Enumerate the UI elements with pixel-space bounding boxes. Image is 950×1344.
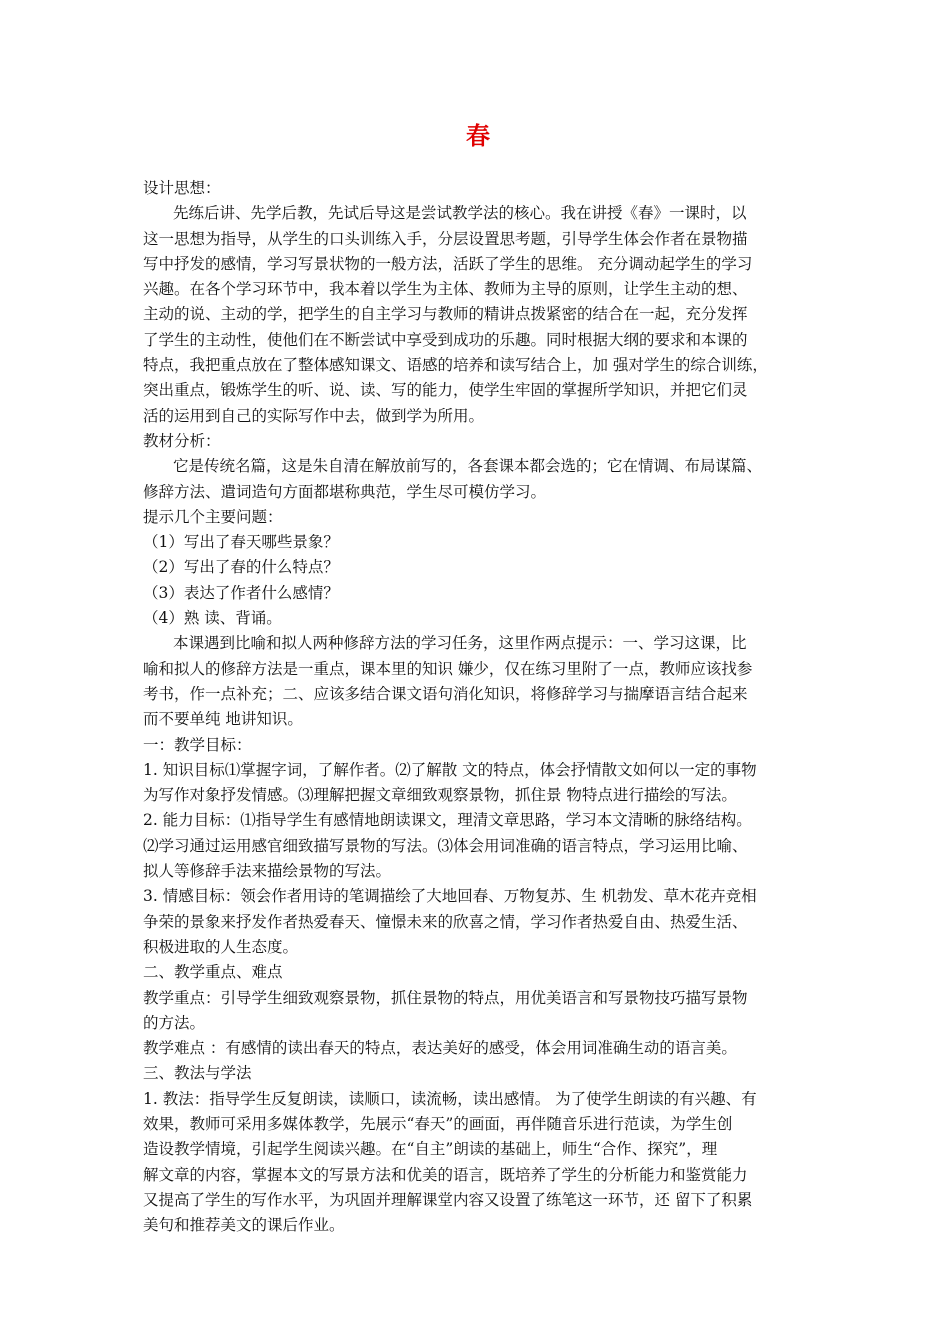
text-line: （4）熟 读、背诵。	[143, 609, 282, 628]
text-line: 2. 能力目标：⑴指导学生有感情地朗读课文，理清文章思路，学习本文清晰的脉络结构。	[143, 811, 752, 830]
text-line: 造设教学情境，引起学生阅读兴趣。在“自主”朗读的基础上，师生“合作、探究”，理	[143, 1140, 718, 1159]
text-line: 特点，我把重点放在了整体感知课文、语感的培养和读写结合上，加 强对学生的综合训练，	[143, 356, 768, 375]
text-line: 先练后讲、先学后教，先试后导这是尝试教学法的核心。我在讲授《春》一课时，以	[173, 204, 747, 223]
section-heading: 提示几个主要问题：	[143, 507, 283, 526]
text-line: 教学重点：引导学生细致观察景物，抓住景物的特点，用优美语言和写景物技巧描写景物	[143, 988, 748, 1007]
section-heading: 一：教学目标：	[143, 735, 252, 754]
section-heading: 二、教学重点、难点	[143, 963, 283, 982]
text-line: 本课遇到比喻和拟人两种修辞方法的学习任务，这里作两点提示：一、学习这课，比	[173, 634, 747, 653]
section-heading: 三、教法与学法	[143, 1064, 252, 1083]
text-line: 拟人等修辞手法来描绘景物的写法。	[143, 862, 392, 881]
text-line: 又提高了学生的写作水平，为巩固并理解课堂内容又设置了练笔这一环节，还 留下了积累	[143, 1190, 753, 1209]
text-line: 1. 教法：指导学生反复朗读，读顺口，读流畅，读出感情。 为了使学生朗读的有兴趣、有	[143, 1089, 757, 1108]
text-line: 它是传统名篇，这是朱自清在解放前写的，各套课本都会选的；它在情调、布局谋篇、	[173, 457, 763, 476]
document-title: 春	[466, 121, 490, 150]
text-line: ⑵学习通过运用感官细致描写景物的写法。⑶体会用词准确的语言特点，学习运用比喻、	[143, 836, 748, 855]
text-line: 喻和拟人的修辞方法是一重点，课本里的知识 嫌少，仅在练习里附了一点，教师应该找参	[143, 659, 753, 678]
text-line: 积极进取的人生态度。	[143, 937, 299, 956]
text-line: （1）写出了春天哪些景象？	[143, 533, 339, 552]
text-line: 考书，作一点补充；二、应该多结合课文语句消化知识，将修辞学习与揣摩语言结合起来	[143, 684, 748, 703]
text-line: 美句和推荐美文的课后作业。	[143, 1216, 345, 1235]
text-line: （3）表达了作者什么感情？	[143, 583, 339, 602]
section-heading: 教材分析：	[143, 431, 221, 450]
text-line: 3. 情感目标：领会作者用诗的笔调描绘了大地回春、万物复苏、生 机勃发、草木花卉竞相	[143, 887, 757, 906]
text-line: （2）写出了春的什么特点？	[143, 558, 339, 577]
text-line: 了学生的主动性，使他们在不断尝试中享受到成功的乐趣。同时根据大纲的要求和本课的	[143, 330, 748, 349]
text-line: 教学难点 ：有感情的读出春天的特点，表达美好的感受，体会用词准确生动的语言美。	[143, 1039, 737, 1058]
text-line: 解文章的内容，掌握本文的写景方法和优美的语言，既培养了学生的分析能力和鉴赏能力	[143, 1165, 748, 1184]
text-line: 修辞方法、遣词造句方面都堪称典范，学生尽可模仿学习。	[143, 482, 547, 501]
text-line: 1. 知识目标⑴掌握字词，了解作者。⑵了解散 文的特点，体会抒情散文如何以一定的事物	[143, 760, 757, 779]
section-heading: 设计思想：	[143, 179, 221, 197]
text-line: 为写作对象抒发情感。⑶理解把握文章细致观察景物，抓住景 物特点进行描绘的写法。	[143, 786, 737, 805]
text-line: 活的运用到自己的实际写作中去，做到学为所用。	[143, 406, 485, 425]
document-page	[143, 118, 813, 1238]
document-body	[143, 176, 813, 1238]
text-line: 主动的说、主动的学，把学生的自主学习与教师的精讲点拨紧密的结合在一起，充分发挥	[143, 305, 748, 324]
text-line: 效果，教师可采用多媒体教学，先展示“春天”的画面，再伴随音乐进行范读，为学生创	[143, 1114, 733, 1133]
text-line: 突出重点，锻炼学生的听、说、读、写的能力，使学生牢固的掌握所学知识，并把它们灵	[143, 381, 748, 400]
text-line: 这一思想为指导，从学生的口头训练入手，分层设置思考题，引导学生体会作者在景物描	[143, 229, 748, 248]
text-line: 的方法。	[143, 1013, 206, 1032]
text-line: 写中抒发的感情，学习写景状物的一般方法，活跃了学生的思维。 充分调动起学生的学习	[143, 254, 753, 273]
text-line: 兴趣。在各个学习环节中，我本着以学生为主体、教师为主导的原则，让学生主动的想、	[143, 280, 748, 299]
text-line: 而不要单纯 地讲知识。	[143, 710, 303, 729]
text-line: 争荣的景象来抒发作者热爱春天、憧憬未来的欣喜之情，学习作者热爱自由、热爱生活、	[143, 912, 748, 931]
